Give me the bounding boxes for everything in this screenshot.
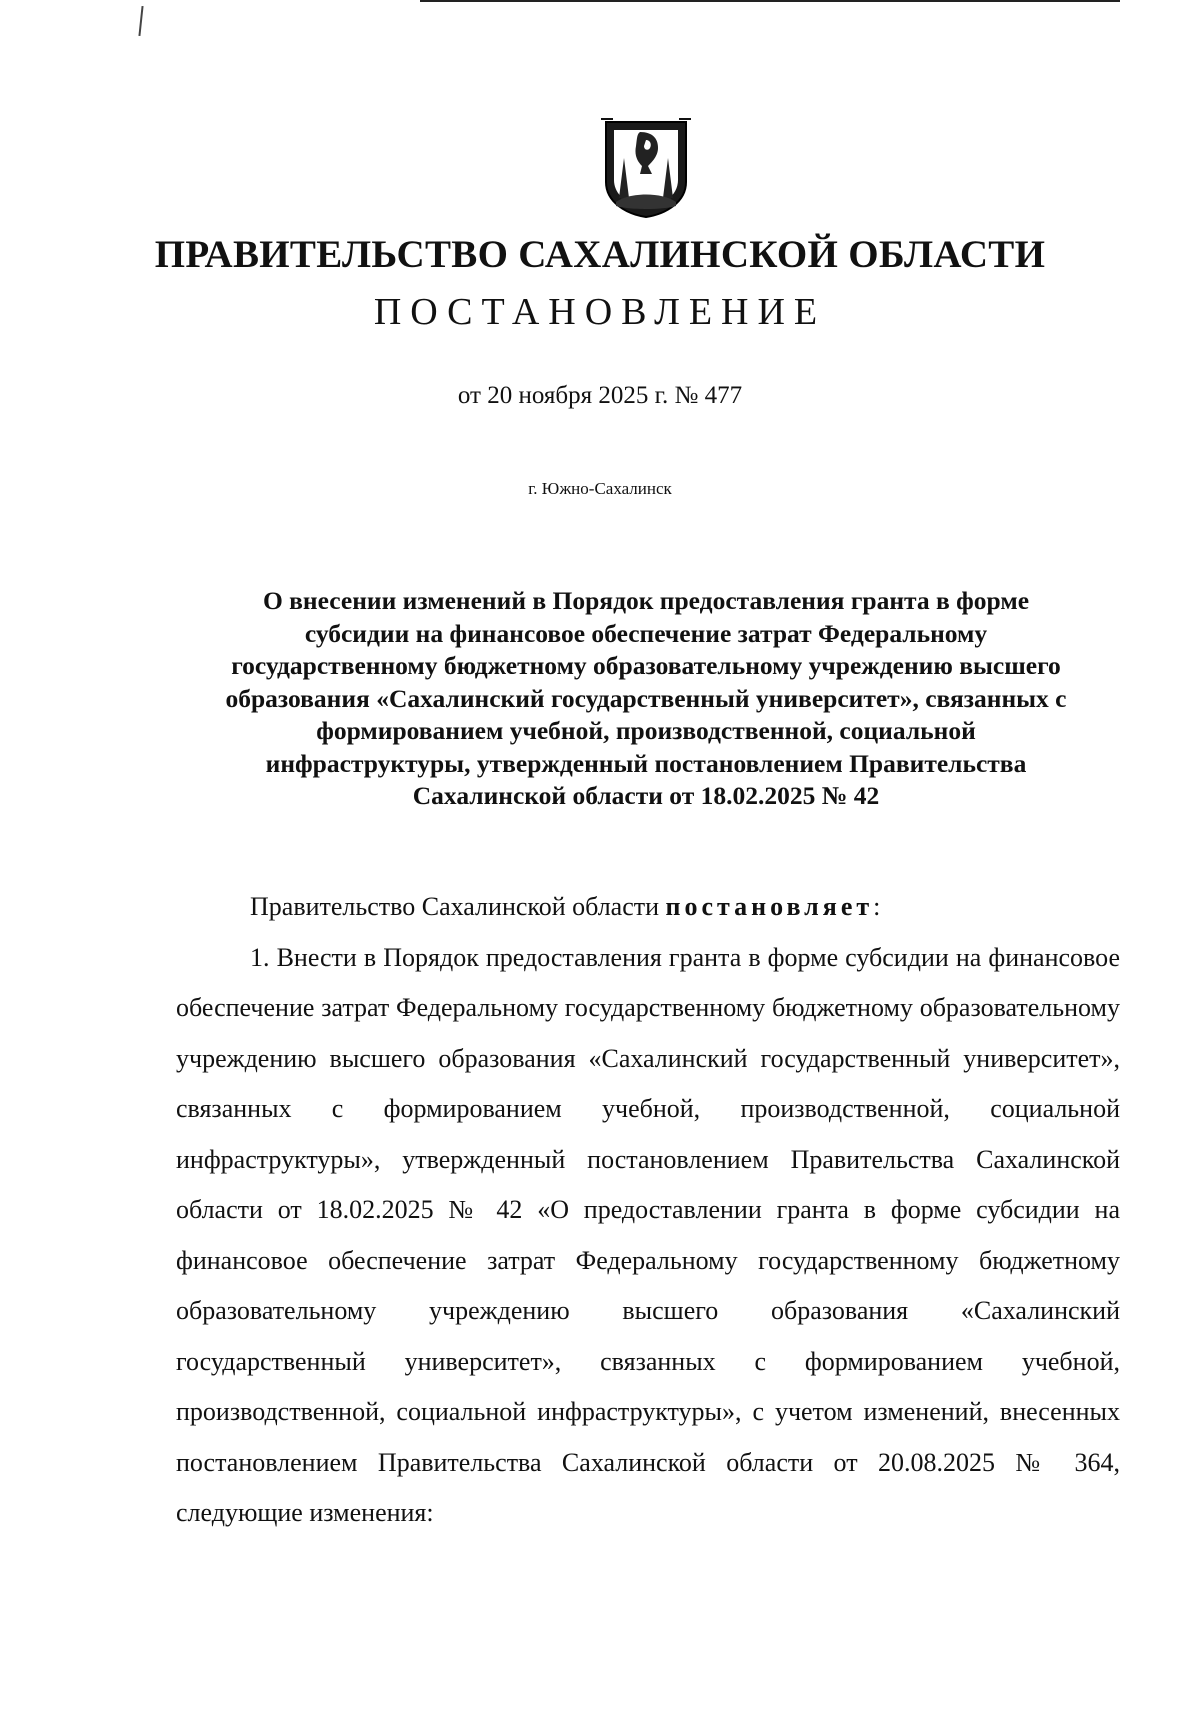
subject-line: Сахалинской области от 18.02.2025 № 42 xyxy=(412,781,880,810)
corner-scan-mark xyxy=(138,6,143,36)
preamble-verb: постановляет xyxy=(665,892,874,921)
sakhalin-coat-of-arms-icon xyxy=(600,118,692,218)
subject-line: государственному бюджетному образовательному учреждению высшего xyxy=(231,651,1061,680)
government-title: ПРАВИТЕЛЬСТВО САХАЛИНСКОЙ ОБЛАСТИ xyxy=(154,233,1046,276)
top-edge-line xyxy=(420,0,1120,2)
document-city: г. Южно-Сахалинск xyxy=(528,479,672,498)
subject-line: О внесении изменений в Порядок предоставления гранта в форме xyxy=(262,586,1030,615)
document-type: ПОСТАНОВЛЕНИЕ xyxy=(373,291,827,333)
subject-line: образования «Сахалинский государственный университет», связанных с xyxy=(225,683,1067,713)
document-body xyxy=(176,882,1120,1539)
document-subject xyxy=(160,585,1132,813)
document-date-number: от 20 ноября 2025 г. № 477 xyxy=(457,382,743,409)
subject-line: инфраструктуры, утвержденный постановлением Правительства xyxy=(265,748,1027,778)
preamble-paragraph xyxy=(176,882,1120,933)
preamble-prefix: Правительство Сахалинской области xyxy=(250,892,666,921)
subject-line: формированием учебной, производственной, социальной xyxy=(316,716,976,745)
preamble-suffix: : xyxy=(873,892,881,921)
subject-line: субсидии на финансовое обеспечение затрат Федеральному xyxy=(304,618,988,648)
paragraph-1: 1. Внести в Порядок предоставления гранта в форме субсидии на финансовое обеспечение затрат Федеральному государственному бюджетному образовательному учреждению высшего образования «Сахалинский государственный университет», связанных с формированием учебной, производственной, социальной инфраструктуры», утвержденный постановлением Правительства Сахалинской области от 18.02.2025 № 42 «О предоставлении гранта в форме субсидии на финансовое обеспечение затрат Федеральному государственному бюджетному образовательному учреждению высшего образования «Сахалинский государственный университет», связанных с формированием учебной, производственной, социальной инфраструктуры», с учетом изменений, внесенных постановлением Правительства Сахалинской области от 20.08.2025 № 364, следующие изменения: xyxy=(176,942,1120,1527)
